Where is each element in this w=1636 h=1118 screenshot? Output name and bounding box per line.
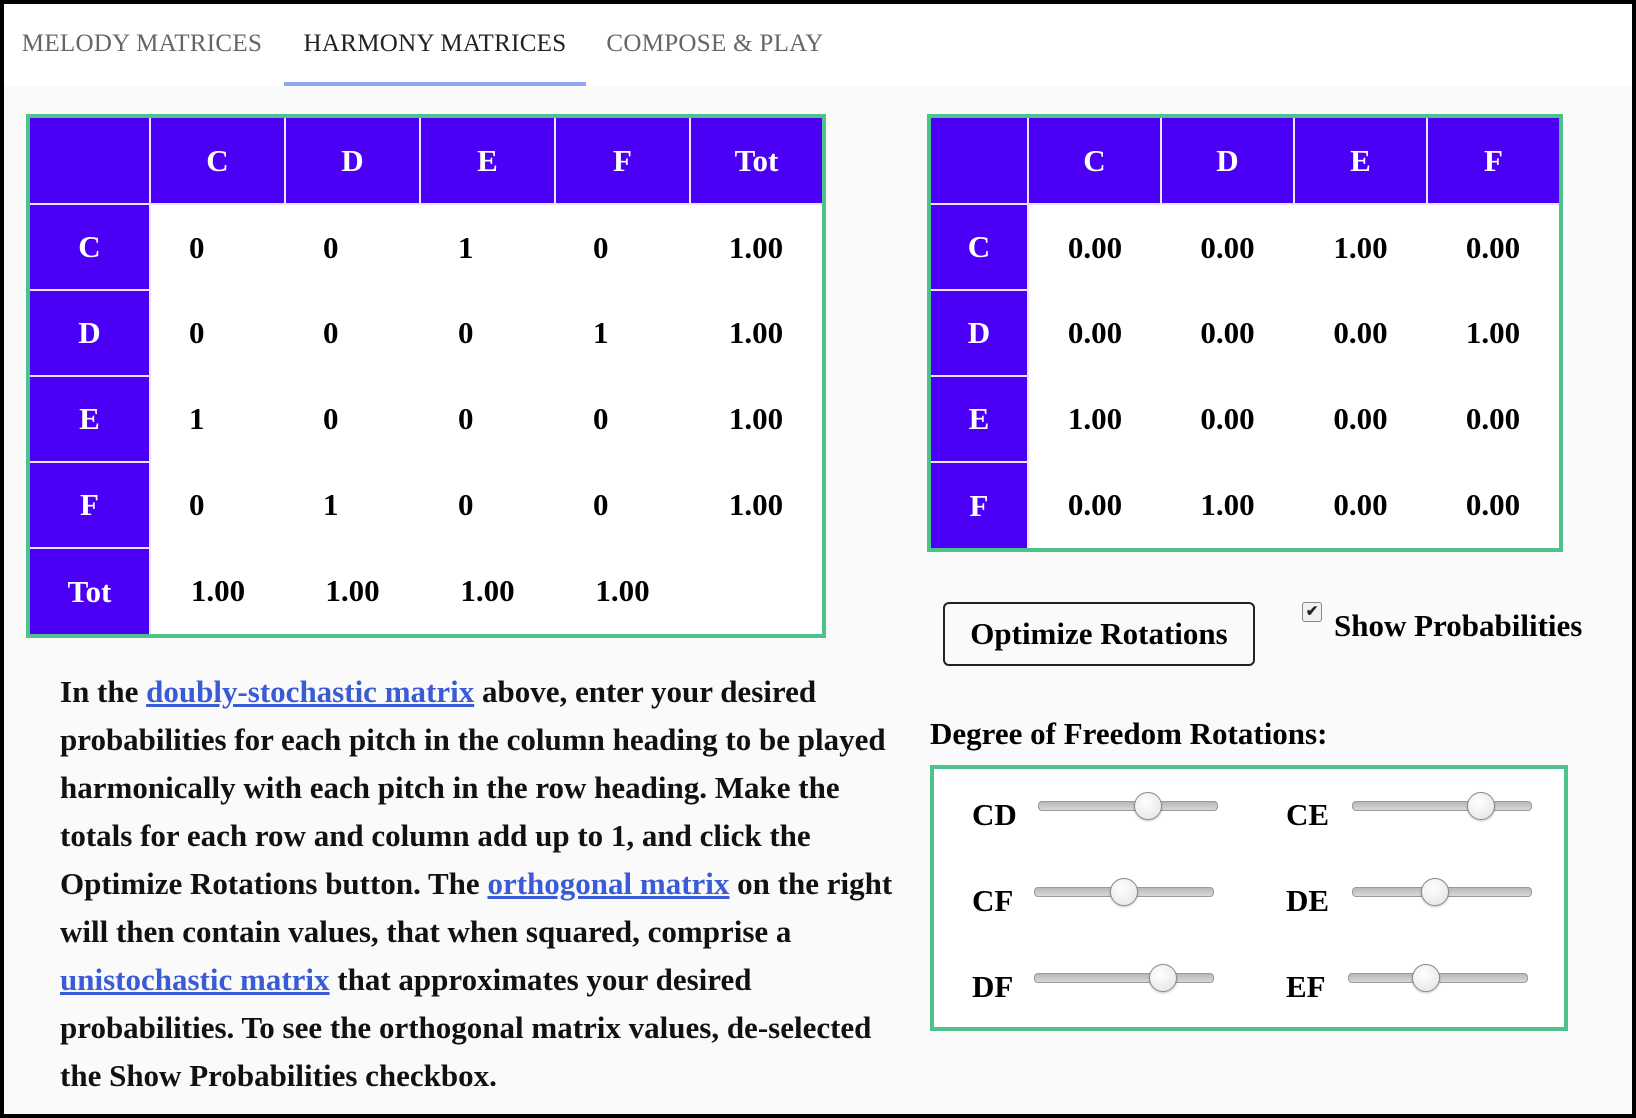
matrix-cell[interactable] <box>420 462 555 548</box>
matrix-cell[interactable] <box>150 204 285 290</box>
orthogonal-cell: 0.00 <box>1294 290 1427 376</box>
empty-cell <box>690 548 822 634</box>
probability-input[interactable] <box>151 401 285 437</box>
slider-label-cf: CF <box>972 883 1014 918</box>
orthogonal-cell: 0.00 <box>1294 462 1427 548</box>
col-header: D <box>1161 118 1294 204</box>
probability-input[interactable] <box>555 315 690 351</box>
slider-thumb[interactable] <box>1467 792 1495 820</box>
orthogonal-cell: 0.00 <box>1028 204 1161 290</box>
matrix-cell[interactable] <box>150 376 285 462</box>
orthogonal-cell: 0.00 <box>1427 462 1559 548</box>
col-header: F <box>555 118 690 204</box>
probability-input[interactable] <box>555 487 690 523</box>
probability-input[interactable] <box>285 230 420 266</box>
col-total: 1.00 <box>285 548 420 634</box>
orthogonal-cell: 0.00 <box>1161 376 1294 462</box>
row-header: F <box>931 462 1028 548</box>
probability-input[interactable] <box>420 315 555 351</box>
stochastic-matrix <box>26 114 826 638</box>
col-total: 1.00 <box>150 548 285 634</box>
col-header-total: Tot <box>690 118 822 204</box>
matrix-cell[interactable] <box>420 376 555 462</box>
row-total: 1.00 <box>690 290 822 376</box>
slider-thumb[interactable] <box>1110 878 1138 906</box>
orthogonal-cell: 1.00 <box>1427 290 1559 376</box>
corner-header <box>30 118 150 204</box>
orthogonal-matrix-table <box>931 118 1559 548</box>
col-header: F <box>1427 118 1559 204</box>
probability-input[interactable] <box>420 230 555 266</box>
tab-melody-matrices[interactable]: MELODY MATRICES <box>21 30 263 57</box>
col-header: E <box>420 118 555 204</box>
row-header: E <box>30 376 150 462</box>
row-header: E <box>931 376 1028 462</box>
slider-cf[interactable] <box>1034 887 1214 897</box>
matrix-cell[interactable] <box>420 290 555 376</box>
orthogonal-cell: 1.00 <box>1161 462 1294 548</box>
matrix-cell[interactable] <box>420 204 555 290</box>
orthogonal-cell: 1.00 <box>1294 204 1427 290</box>
row-header: D <box>931 290 1028 376</box>
slider-thumb[interactable] <box>1412 964 1440 992</box>
orthogonal-cell: 1.00 <box>1028 376 1161 462</box>
tab-bar <box>4 4 1632 86</box>
row-header-total: Tot <box>30 548 150 634</box>
matrix-cell[interactable] <box>285 376 420 462</box>
probability-input[interactable] <box>285 315 420 351</box>
matrix-cell[interactable] <box>150 290 285 376</box>
probability-input[interactable] <box>151 487 285 523</box>
slider-thumb[interactable] <box>1149 964 1177 992</box>
show-probabilities-checkbox[interactable]: ✔ <box>1302 602 1322 622</box>
slider-ef[interactable] <box>1348 973 1528 983</box>
probability-input[interactable] <box>285 401 420 437</box>
probability-input[interactable] <box>151 315 285 351</box>
desc-text: on the right will then contain values, that when squared, comprise a <box>60 866 893 949</box>
matrix-cell[interactable] <box>555 462 690 548</box>
matrix-cell[interactable] <box>285 204 420 290</box>
col-header: C <box>150 118 285 204</box>
orthogonal-cell: 0.00 <box>1427 204 1559 290</box>
corner-header <box>931 118 1028 204</box>
slider-cd[interactable] <box>1038 801 1218 811</box>
slider-label-ce: CE <box>1286 797 1330 832</box>
active-tab-indicator <box>284 82 586 86</box>
row-total: 1.00 <box>690 376 822 462</box>
slider-label-df: DF <box>972 969 1014 1004</box>
optimize-rotations-button[interactable]: Optimize Rotations <box>943 602 1255 666</box>
orthogonal-cell: 0.00 <box>1028 290 1161 376</box>
slider-thumb[interactable] <box>1421 878 1449 906</box>
row-header: F <box>30 462 150 548</box>
probability-input[interactable] <box>420 401 555 437</box>
row-header: C <box>931 204 1028 290</box>
orthogonal-cell: 0.00 <box>1427 376 1559 462</box>
dof-panel <box>930 765 1568 1031</box>
show-probabilities-label: Show Probabilities <box>1334 608 1583 643</box>
probability-input[interactable] <box>555 230 690 266</box>
row-header: D <box>30 290 150 376</box>
matrix-cell[interactable] <box>285 462 420 548</box>
tab-compose-play[interactable]: COMPOSE & PLAY <box>606 30 824 57</box>
matrix-cell[interactable] <box>555 204 690 290</box>
matrix-cell[interactable] <box>555 376 690 462</box>
slider-ce[interactable] <box>1352 801 1532 811</box>
tab-harmony-matrices[interactable]: HARMONY MATRICES <box>303 30 567 57</box>
matrix-cell[interactable] <box>555 290 690 376</box>
slider-label-ef: EF <box>1286 969 1326 1004</box>
probability-input[interactable] <box>151 230 285 266</box>
orthogonal-cell: 0.00 <box>1294 376 1427 462</box>
col-total: 1.00 <box>555 548 690 634</box>
desc-text: In the <box>60 674 147 709</box>
orthogonal-matrix <box>927 114 1563 552</box>
desc-text: above, enter your desired probabilities for each pitch in the column heading to be played harmonically with each pitch in the row heading. Make the totals for each row and column add up to 1, and click the Optimize Rotations button. The <box>60 674 886 901</box>
col-total: 1.00 <box>420 548 555 634</box>
slider-de[interactable] <box>1352 887 1532 897</box>
row-header: C <box>30 204 150 290</box>
col-header: D <box>285 118 420 204</box>
dof-title: Degree of Freedom Rotations: <box>930 716 1328 751</box>
slider-df[interactable] <box>1034 973 1214 983</box>
orthogonal-cell: 0.00 <box>1161 290 1294 376</box>
matrix-cell[interactable] <box>150 462 285 548</box>
orthogonal-cell: 0.00 <box>1028 462 1161 548</box>
desc-text: that approximates your desired probabilities. To see the orthogonal matrix values, de-selected the Show Probabilities checkbox. <box>60 962 872 1093</box>
stochastic-matrix-table <box>30 118 822 634</box>
unistochastic-matrix-link[interactable]: unistochastic matrix <box>60 962 330 997</box>
doubly-stochastic-link[interactable]: doubly-stochastic matrix <box>146 674 475 709</box>
row-total: 1.00 <box>690 462 822 548</box>
instructions-text <box>60 668 900 1100</box>
orthogonal-matrix-link[interactable]: orthogonal matrix <box>487 866 730 901</box>
matrix-cell[interactable] <box>285 290 420 376</box>
probability-input[interactable] <box>285 487 420 523</box>
slider-thumb[interactable] <box>1134 792 1162 820</box>
probability-input[interactable] <box>555 401 690 437</box>
slider-label-cd: CD <box>972 797 1017 832</box>
slider-label-de: DE <box>1286 883 1330 918</box>
row-total: 1.00 <box>690 204 822 290</box>
probability-input[interactable] <box>420 487 555 523</box>
col-header: E <box>1294 118 1427 204</box>
col-header: C <box>1028 118 1161 204</box>
orthogonal-cell: 0.00 <box>1161 204 1294 290</box>
